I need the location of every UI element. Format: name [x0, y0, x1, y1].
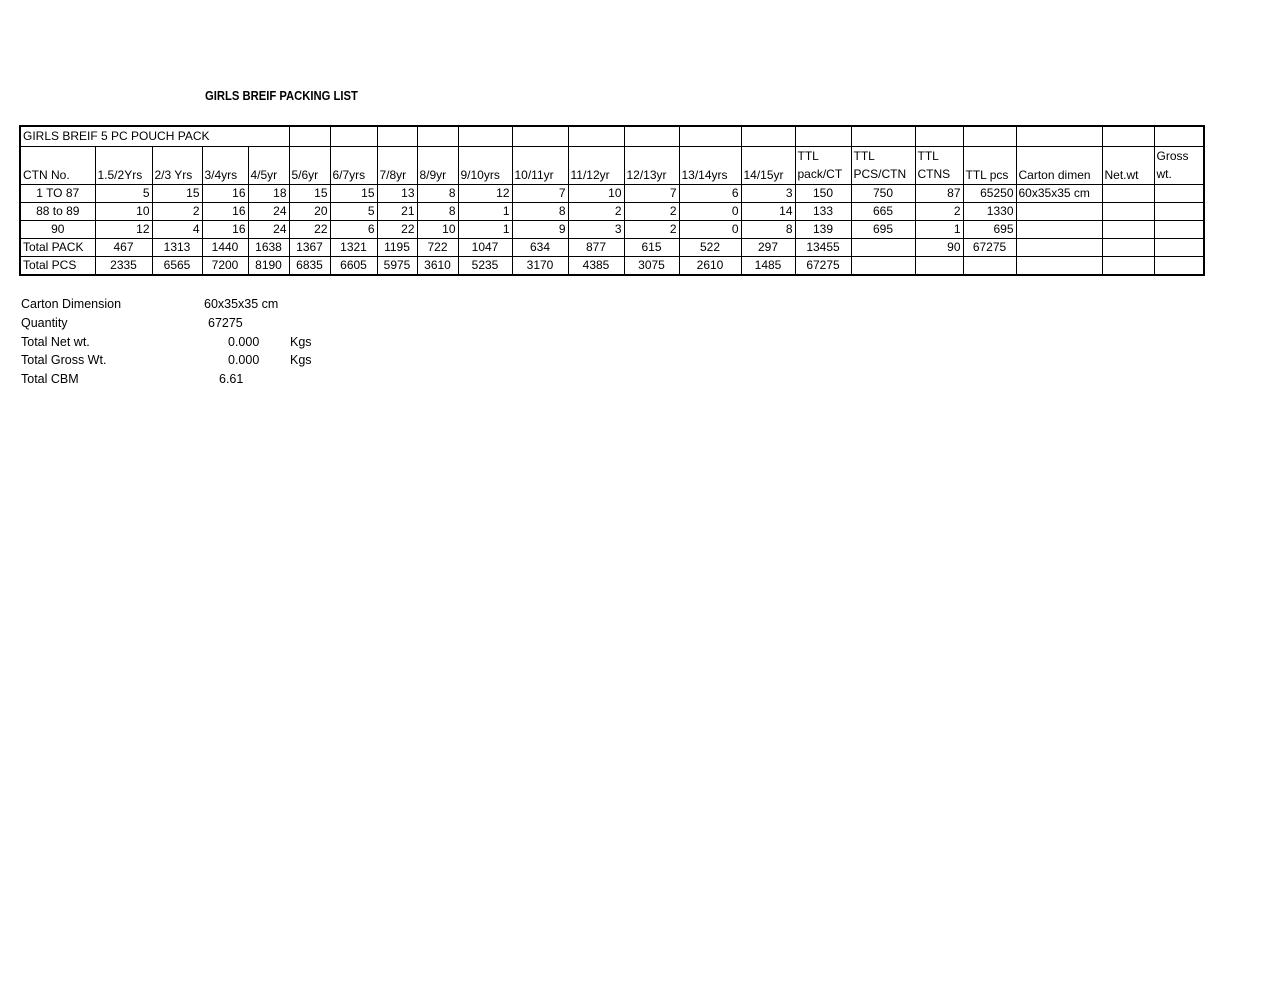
- table-cell: 3: [741, 184, 795, 202]
- table-row: [20, 220, 1204, 238]
- row-label: 1 TO 87: [20, 184, 95, 202]
- table-cell: 150: [795, 184, 851, 202]
- table-cell: [851, 238, 915, 256]
- table-caption: GIRLS BREIF 5 PC POUCH PACK: [20, 126, 289, 146]
- table-cell: 695: [851, 220, 915, 238]
- table-cell: 3: [568, 220, 624, 238]
- table-cell: 2: [624, 202, 679, 220]
- table-cell: 67275: [963, 238, 1016, 256]
- table-cell: [1102, 238, 1154, 256]
- row-label: 88 to 89: [20, 202, 95, 220]
- table-cell: 8190: [248, 256, 289, 275]
- column-header: TTL PCS/CTN: [851, 146, 915, 184]
- column-header: 13/14yrs: [679, 146, 741, 184]
- table-cell: 12: [458, 184, 512, 202]
- table-cell: [851, 256, 915, 275]
- summary-value: 60x35x35 cm: [204, 297, 279, 311]
- table-cell: 14: [741, 202, 795, 220]
- table-row: [20, 202, 1204, 220]
- table-cell: 2335: [95, 256, 152, 275]
- table-cell: 8: [417, 202, 458, 220]
- table-cell: 16: [202, 202, 248, 220]
- table-cell: 7200: [202, 256, 248, 275]
- table-cell: 8: [417, 184, 458, 202]
- table-cell: 665: [851, 202, 915, 220]
- table-header-row: [20, 146, 1204, 184]
- row-label: 90: [20, 220, 95, 238]
- summary-unit: Kgs: [290, 334, 312, 349]
- table-cell: 2: [152, 202, 202, 220]
- summary-unit: Kgs: [290, 353, 312, 368]
- row-label: Total PACK: [20, 238, 95, 256]
- table-cell: 21: [377, 202, 417, 220]
- table-cell: 5: [95, 184, 152, 202]
- table-cell: 2: [624, 220, 679, 238]
- table-cell: 12: [95, 220, 152, 238]
- table-cell: 1367: [289, 238, 330, 256]
- table-cell: 13: [377, 184, 417, 202]
- table-cell: 9: [512, 220, 568, 238]
- column-header: 10/11yr: [512, 146, 568, 184]
- table-cell: 8: [741, 220, 795, 238]
- table-cell: 1313: [152, 238, 202, 256]
- table-cell: [1102, 202, 1154, 220]
- table-cell: 10: [417, 220, 458, 238]
- table-cell: [1016, 256, 1102, 275]
- summary-value: 6.61: [219, 372, 244, 387]
- table-cell: 20: [289, 202, 330, 220]
- table-cell: 6565: [152, 256, 202, 275]
- table-cell: 3170: [512, 256, 568, 275]
- table-cell: [1154, 184, 1204, 202]
- table-cell: 18: [248, 184, 289, 202]
- column-header: 5/6yr: [289, 146, 330, 184]
- table-cell: 2: [568, 202, 624, 220]
- table-cell: 24: [248, 220, 289, 238]
- summary-label: Total Gross Wt.: [21, 353, 107, 368]
- table-cell: 1321: [330, 238, 377, 256]
- column-header: 11/12yr: [568, 146, 624, 184]
- table-cell: 8: [512, 202, 568, 220]
- table-cell: 16: [202, 184, 248, 202]
- table-cell: 24: [248, 202, 289, 220]
- table-cell: [915, 256, 963, 275]
- table-caption-row: [20, 126, 1204, 146]
- table-cell: 522: [679, 238, 741, 256]
- table-cell: 1: [458, 220, 512, 238]
- table-row: [20, 238, 1204, 256]
- column-header: TTL pack/CT: [795, 146, 851, 184]
- table-cell: [1154, 220, 1204, 238]
- column-header: TTL CTNS: [915, 146, 963, 184]
- table-cell: 16: [202, 220, 248, 238]
- table-cell: 1330: [963, 202, 1016, 220]
- table-cell: 6: [330, 220, 377, 238]
- table-cell: 4385: [568, 256, 624, 275]
- table-cell: 2: [915, 202, 963, 220]
- table-cell: 750: [851, 184, 915, 202]
- column-header: 2/3 Yrs: [152, 146, 202, 184]
- table-cell: 13455: [795, 238, 851, 256]
- table-cell: 1195: [377, 238, 417, 256]
- table-cell: [963, 256, 1016, 275]
- packing-list-table: [19, 125, 1205, 276]
- table-cell: 1047: [458, 238, 512, 256]
- summary-label: Carton Dimension: [21, 297, 122, 311]
- table-cell: 15: [330, 184, 377, 202]
- table-cell: 5975: [377, 256, 417, 275]
- column-header: 6/7yrs: [330, 146, 377, 184]
- table-cell: 90: [915, 238, 963, 256]
- table-cell: 5: [330, 202, 377, 220]
- table-cell: 15: [289, 184, 330, 202]
- table-cell: 10: [568, 184, 624, 202]
- page-title: GIRLS BREIF PACKING LIST: [205, 89, 358, 103]
- table-cell: 1485: [741, 256, 795, 275]
- column-header: 14/15yr: [741, 146, 795, 184]
- column-header: 3/4yrs: [202, 146, 248, 184]
- summary-label: Total Net wt.: [21, 334, 90, 349]
- column-header: Carton dimen: [1016, 146, 1102, 184]
- column-header: 4/5yr: [248, 146, 289, 184]
- table-row: [20, 184, 1204, 202]
- column-header: CTN No.: [20, 146, 95, 184]
- table-cell: 6: [679, 184, 741, 202]
- column-header: 12/13yr: [624, 146, 679, 184]
- row-label: Total PCS: [20, 256, 95, 275]
- table-cell: [1102, 220, 1154, 238]
- table-cell: 139: [795, 220, 851, 238]
- table-cell: [1154, 202, 1204, 220]
- summary-value: 0.000: [228, 334, 260, 349]
- table-cell: 634: [512, 238, 568, 256]
- table-cell: 0: [679, 202, 741, 220]
- table-cell: 1: [915, 220, 963, 238]
- table-cell: 67275: [795, 256, 851, 275]
- table-cell: 1638: [248, 238, 289, 256]
- table-cell: [1102, 256, 1154, 275]
- table-cell: 6835: [289, 256, 330, 275]
- table-cell: 6605: [330, 256, 377, 275]
- column-header: Net.wt: [1102, 146, 1154, 184]
- table-cell: 3075: [624, 256, 679, 275]
- table-cell: [1016, 202, 1102, 220]
- table-cell: [1154, 238, 1204, 256]
- table-cell: 10: [95, 202, 152, 220]
- table-cell: 4: [152, 220, 202, 238]
- table-cell: 22: [289, 220, 330, 238]
- table-cell: 722: [417, 238, 458, 256]
- table-cell: 1: [458, 202, 512, 220]
- summary-value: 0.000: [228, 353, 260, 368]
- table-cell: 1440: [202, 238, 248, 256]
- table-cell: 615: [624, 238, 679, 256]
- table-cell: 7: [624, 184, 679, 202]
- column-header: Gross wt.: [1154, 146, 1204, 184]
- table-cell: [1154, 256, 1204, 275]
- column-header: 1.5/2Yrs: [95, 146, 152, 184]
- table-cell: 22: [377, 220, 417, 238]
- table-cell: 60x35x35 cm: [1016, 184, 1102, 202]
- table-cell: 877: [568, 238, 624, 256]
- table-cell: 3610: [417, 256, 458, 275]
- table-cell: 695: [963, 220, 1016, 238]
- column-header: 9/10yrs: [458, 146, 512, 184]
- table-cell: 65250: [963, 184, 1016, 202]
- column-header: 8/9yr: [417, 146, 458, 184]
- table-cell: 133: [795, 202, 851, 220]
- table-cell: 7: [512, 184, 568, 202]
- table-cell: 87: [915, 184, 963, 202]
- summary-value: 67275: [208, 315, 243, 330]
- table-cell: 0: [679, 220, 741, 238]
- column-header: TTL pcs: [963, 146, 1016, 184]
- table-cell: 5235: [458, 256, 512, 275]
- column-header: 7/8yr: [377, 146, 417, 184]
- table-cell: [1016, 220, 1102, 238]
- table-cell: [1102, 184, 1154, 202]
- table-cell: 2610: [679, 256, 741, 275]
- table-cell: 467: [95, 238, 152, 256]
- summary-label: Total CBM: [21, 372, 79, 387]
- table-row: [20, 256, 1204, 275]
- summary-label: Quantity: [21, 315, 68, 330]
- table-cell: [1016, 238, 1102, 256]
- table-cell: 297: [741, 238, 795, 256]
- table-cell: 15: [152, 184, 202, 202]
